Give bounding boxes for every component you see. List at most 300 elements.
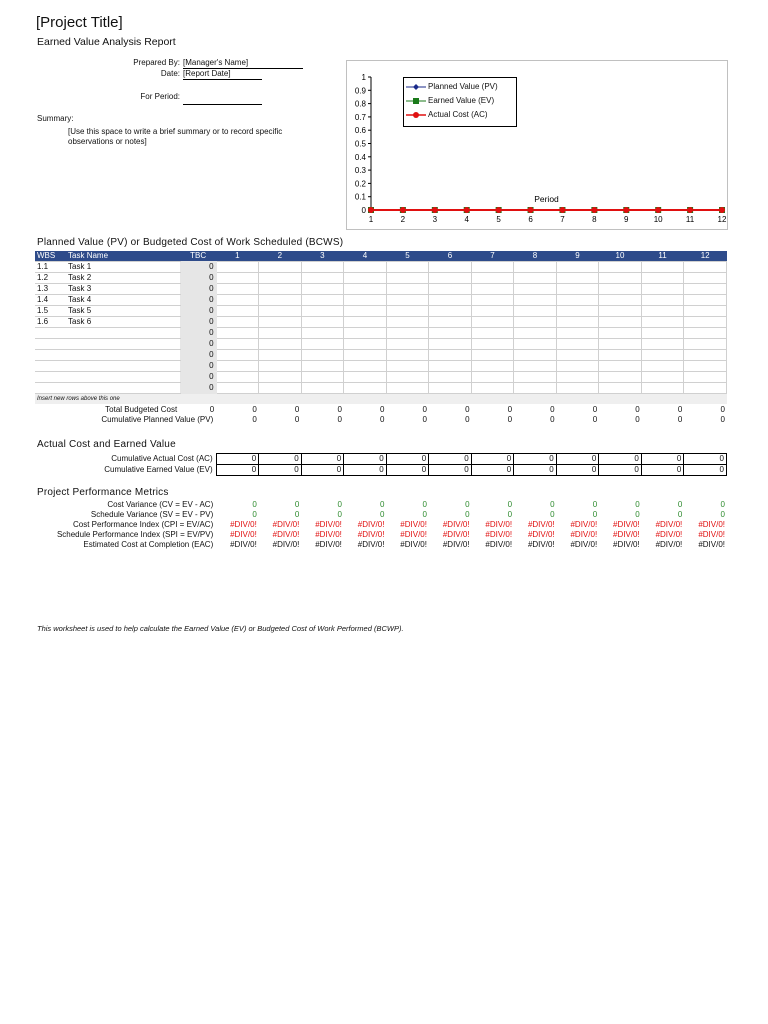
cumulative-pv-row xyxy=(35,415,727,425)
period-value-cell[interactable] xyxy=(641,328,684,339)
period-value-cell[interactable] xyxy=(344,295,387,306)
period-value-cell[interactable] xyxy=(344,262,387,273)
period-value-cell[interactable] xyxy=(429,372,472,383)
total-budgeted-cost-row xyxy=(35,405,727,415)
metric-value-cell: #DIV/0! xyxy=(315,530,342,539)
insert-rows-note-row xyxy=(35,394,727,405)
period-value-cell[interactable] xyxy=(386,328,429,339)
tbc-cell: 0 xyxy=(180,295,216,306)
period-value-cell[interactable] xyxy=(514,295,557,306)
pv-task-row xyxy=(35,339,727,350)
period-value-cell[interactable] xyxy=(684,339,727,350)
tbc-cell: 0 xyxy=(180,372,216,383)
pv-task-row xyxy=(35,295,727,306)
series-point-2 xyxy=(623,207,629,213)
total-tbc-cell: 0 xyxy=(209,405,215,414)
cumulative-ev-cell[interactable]: 0 xyxy=(429,465,472,476)
y-tick-label: 0 xyxy=(361,206,366,215)
metric-value-cell: 0 xyxy=(379,510,385,519)
period-value-cell[interactable] xyxy=(386,262,429,273)
period-value-cell[interactable] xyxy=(386,273,429,284)
wbs-cell[interactable]: 1.5 xyxy=(35,306,66,317)
period-value-cell[interactable] xyxy=(344,273,387,284)
task-name-cell[interactable]: Task 6 xyxy=(66,317,180,328)
metric-value-cell: #DIV/0! xyxy=(315,520,342,529)
task-name-cell[interactable]: Task 2 xyxy=(66,273,180,284)
metric-row xyxy=(35,530,727,540)
x-tick-label: 7 xyxy=(560,215,565,224)
period-value-cell[interactable] xyxy=(684,273,727,284)
cumulative-ac-cell[interactable]: 0 xyxy=(301,454,344,465)
period-value-cell[interactable] xyxy=(514,372,557,383)
total-period-cell: 0 xyxy=(422,405,427,414)
cumulative-ac-cell[interactable]: 0 xyxy=(599,454,642,465)
period-value-cell[interactable] xyxy=(386,383,429,394)
period-value-cell[interactable] xyxy=(259,284,302,295)
metric-row xyxy=(35,520,727,530)
period-value-cell[interactable] xyxy=(471,306,514,317)
period-value-cell[interactable] xyxy=(429,295,472,306)
period-value-cell[interactable] xyxy=(216,317,259,328)
x-tick-label: 3 xyxy=(432,215,438,224)
period-value-cell[interactable] xyxy=(216,295,259,306)
period-value-cell[interactable] xyxy=(599,383,642,394)
pv-task-row xyxy=(35,262,727,273)
period-value-cell[interactable] xyxy=(471,317,514,328)
period-value-cell[interactable] xyxy=(514,317,557,328)
series-point-2 xyxy=(719,207,725,213)
period-value-cell[interactable] xyxy=(556,273,599,284)
wbs-cell[interactable]: 1.1 xyxy=(35,262,66,273)
period-value-cell[interactable] xyxy=(301,328,344,339)
x-tick-label: 9 xyxy=(624,215,629,224)
period-value-cell[interactable] xyxy=(344,306,387,317)
task-name-cell[interactable]: Task 3 xyxy=(66,284,180,295)
cumulative-ac-cell[interactable]: 0 xyxy=(216,454,259,465)
wbs-cell[interactable] xyxy=(35,383,66,394)
period-value-cell[interactable] xyxy=(641,306,684,317)
cumulative-pv-cell: 0 xyxy=(252,415,257,424)
period-value-cell[interactable] xyxy=(514,284,557,295)
period-value-cell[interactable] xyxy=(429,317,472,328)
period-value-cell[interactable] xyxy=(556,339,599,350)
period-value-cell[interactable] xyxy=(684,328,727,339)
period-value-cell[interactable] xyxy=(216,273,259,284)
total-period-cell: 0 xyxy=(465,405,470,414)
task-name-cell[interactable]: Task 1 xyxy=(66,262,180,273)
task-name-cell[interactable]: Task 4 xyxy=(66,295,180,306)
period-value-cell[interactable] xyxy=(429,339,472,350)
period-value-cell[interactable] xyxy=(684,295,727,306)
metric-value-cell: 0 xyxy=(720,500,725,509)
period-value-cell[interactable] xyxy=(344,372,387,383)
period-value-cell[interactable] xyxy=(599,306,642,317)
period-value-cell[interactable] xyxy=(471,273,514,284)
cumulative-ev-cell[interactable]: 0 xyxy=(301,465,344,476)
metric-value-cell: #DIV/0! xyxy=(357,520,385,529)
period-value-cell[interactable] xyxy=(514,339,557,350)
wbs-cell[interactable] xyxy=(35,350,66,361)
period-value-cell[interactable] xyxy=(259,339,302,350)
period-value-cell[interactable] xyxy=(556,383,599,394)
cumulative-ac-cell[interactable]: 0 xyxy=(259,454,302,465)
period-value-cell[interactable] xyxy=(259,295,302,306)
wbs-cell[interactable]: 1.6 xyxy=(35,317,66,328)
period-value-cell[interactable] xyxy=(684,350,727,361)
tbc-cell: 0 xyxy=(180,328,216,339)
period-value-cell[interactable] xyxy=(514,350,557,361)
period-value-cell[interactable] xyxy=(684,284,727,295)
metric-value-cell: 0 xyxy=(465,510,470,519)
col-header-period: 12 xyxy=(684,251,727,262)
period-value-cell[interactable] xyxy=(301,372,344,383)
period-value-cell[interactable] xyxy=(599,339,642,350)
tbc-cell: 0 xyxy=(180,284,216,295)
metric-value-cell: #DIV/0! xyxy=(357,540,385,549)
total-period-cell: 0 xyxy=(507,405,513,414)
cumulative-ac-label: Cumulative Actual Cost (AC) xyxy=(111,454,213,463)
period-value-cell[interactable] xyxy=(344,317,387,328)
legend-label-ev: Earned Value (EV) xyxy=(428,96,495,105)
cumulative-ac-cell[interactable]: 0 xyxy=(344,454,387,465)
period-value-cell[interactable] xyxy=(514,273,557,284)
period-value-cell[interactable] xyxy=(556,284,599,295)
pv-task-row xyxy=(35,273,727,284)
period-value-cell[interactable] xyxy=(301,339,344,350)
pv-task-row xyxy=(35,328,727,339)
period-value-cell[interactable] xyxy=(684,372,727,383)
period-value-cell[interactable] xyxy=(471,339,514,350)
insert-rows-note: Insert new rows above this one xyxy=(35,394,727,405)
period-value-cell[interactable] xyxy=(429,361,472,372)
period-value-cell[interactable] xyxy=(641,339,684,350)
period-value-cell[interactable] xyxy=(599,328,642,339)
period-value-cell[interactable] xyxy=(684,383,727,394)
period-value-cell[interactable] xyxy=(386,361,429,372)
period-value-cell[interactable] xyxy=(259,361,302,372)
period-value-cell[interactable] xyxy=(471,262,514,273)
y-tick-label: 0.6 xyxy=(354,126,366,136)
wbs-cell[interactable]: 1.2 xyxy=(35,273,66,284)
period-value-cell[interactable] xyxy=(471,383,514,394)
period-value-cell[interactable] xyxy=(641,317,684,328)
col-header-period: 9 xyxy=(556,251,599,262)
period-value-cell[interactable] xyxy=(429,306,472,317)
period-value-cell[interactable] xyxy=(216,339,259,350)
period-value-cell[interactable] xyxy=(599,317,642,328)
period-value-cell[interactable] xyxy=(301,273,344,284)
y-tick-label: 0.9 xyxy=(354,86,366,96)
period-value-cell[interactable] xyxy=(259,306,302,317)
period-value-cell[interactable] xyxy=(216,284,259,295)
period-value-cell[interactable] xyxy=(344,350,387,361)
period-value-cell[interactable] xyxy=(684,262,727,273)
period-value-cell[interactable] xyxy=(471,295,514,306)
period-value-cell[interactable] xyxy=(429,284,472,295)
cumulative-pv-cell: 0 xyxy=(592,415,598,424)
wbs-cell[interactable]: 1.3 xyxy=(35,284,66,295)
period-value-cell[interactable] xyxy=(216,361,259,372)
col-header-period: 11 xyxy=(641,251,684,262)
report-subtitle: Earned Value Analysis Report xyxy=(37,36,176,48)
wbs-cell[interactable] xyxy=(35,339,66,350)
period-value-cell[interactable] xyxy=(514,383,557,394)
period-value-cell[interactable] xyxy=(216,372,259,383)
wbs-cell[interactable] xyxy=(35,372,66,383)
period-value-cell[interactable] xyxy=(471,372,514,383)
y-tick-label: 0.5 xyxy=(354,139,366,149)
cumulative-ev-cell[interactable]: 0 xyxy=(599,465,642,476)
task-name-cell[interactable]: Task 5 xyxy=(66,306,180,317)
period-value-cell[interactable] xyxy=(556,372,599,383)
period-value-cell[interactable] xyxy=(641,372,684,383)
period-value-cell[interactable] xyxy=(259,317,302,328)
period-value-cell[interactable] xyxy=(599,372,642,383)
legend-item-ac xyxy=(404,108,516,122)
col-header-period: 7 xyxy=(471,251,514,262)
col-header-period: 8 xyxy=(514,251,557,262)
wbs-cell[interactable] xyxy=(35,328,66,339)
cumulative-ac-cell[interactable]: 0 xyxy=(386,454,429,465)
period-value-cell[interactable] xyxy=(556,317,599,328)
period-value-cell[interactable] xyxy=(556,295,599,306)
period-value-cell[interactable] xyxy=(429,273,472,284)
cumulative-pv-label: Cumulative Planned Value (PV) xyxy=(101,415,214,424)
period-value-cell[interactable] xyxy=(471,361,514,372)
task-name-cell[interactable] xyxy=(66,350,180,361)
metrics-table xyxy=(35,500,727,550)
legend-item-pv xyxy=(404,80,516,94)
period-value-cell[interactable] xyxy=(386,372,429,383)
y-tick-label: 0.4 xyxy=(354,152,366,162)
period-value-cell[interactable] xyxy=(301,295,344,306)
metric-row xyxy=(35,500,727,510)
pv-task-row xyxy=(35,361,727,372)
metric-value-cell: 0 xyxy=(379,500,385,509)
pv-header-row xyxy=(35,251,727,262)
period-value-cell[interactable] xyxy=(429,350,472,361)
metric-value-cell: #DIV/0! xyxy=(485,540,513,549)
period-value-cell[interactable] xyxy=(386,295,429,306)
period-value-cell[interactable] xyxy=(471,350,514,361)
ev-legend-marker-icon xyxy=(404,96,428,106)
metric-value-cell: #DIV/0! xyxy=(655,520,683,529)
period-value-cell[interactable] xyxy=(641,262,684,273)
period-value-cell[interactable] xyxy=(599,284,642,295)
period-value-cell[interactable] xyxy=(429,328,472,339)
period-value-cell[interactable] xyxy=(259,262,302,273)
wbs-cell[interactable] xyxy=(35,361,66,372)
period-value-cell[interactable] xyxy=(259,273,302,284)
col-header-period: 3 xyxy=(301,251,344,262)
date-field[interactable]: [Report Date] xyxy=(183,69,262,80)
cumulative-ev-cell[interactable]: 0 xyxy=(344,465,387,476)
earned-value-chart xyxy=(346,60,728,230)
cumulative-ac-cell[interactable]: 0 xyxy=(641,454,684,465)
cumulative-ev-cell[interactable]: 0 xyxy=(259,465,302,476)
summary-label: Summary: xyxy=(37,114,74,123)
metric-label: Schedule Variance (SV = EV - PV) xyxy=(90,510,214,519)
period-value-cell[interactable] xyxy=(599,361,642,372)
cumulative-ac-cell[interactable]: 0 xyxy=(684,454,727,465)
period-value-cell[interactable] xyxy=(259,372,302,383)
total-period-cell: 0 xyxy=(550,405,555,414)
period-value-cell[interactable] xyxy=(684,306,727,317)
period-value-cell[interactable] xyxy=(386,317,429,328)
cumulative-ev-cell[interactable]: 0 xyxy=(386,465,429,476)
period-value-cell[interactable] xyxy=(259,383,302,394)
period-value-cell[interactable] xyxy=(386,284,429,295)
cumulative-ac-cell[interactable]: 0 xyxy=(556,454,599,465)
cumulative-ev-cell[interactable]: 0 xyxy=(471,465,514,476)
period-value-cell[interactable] xyxy=(429,383,472,394)
period-value-cell[interactable] xyxy=(216,328,259,339)
x-tick-label: 1 xyxy=(368,215,374,224)
period-value-cell[interactable] xyxy=(344,361,387,372)
metric-value-cell: #DIV/0! xyxy=(272,540,300,549)
tbc-cell: 0 xyxy=(180,350,216,361)
for-period-field[interactable] xyxy=(183,94,262,105)
period-value-cell[interactable] xyxy=(344,339,387,350)
x-tick-label: 6 xyxy=(528,215,533,224)
period-value-cell[interactable] xyxy=(641,350,684,361)
pv-task-row xyxy=(35,372,727,383)
period-value-cell[interactable] xyxy=(386,339,429,350)
project-title: [Project Title] xyxy=(36,14,123,31)
period-value-cell[interactable] xyxy=(556,262,599,273)
cumulative-ac-cell[interactable]: 0 xyxy=(471,454,514,465)
period-value-cell[interactable] xyxy=(471,284,514,295)
period-value-cell[interactable] xyxy=(216,306,259,317)
period-value-cell[interactable] xyxy=(556,328,599,339)
cumulative-ev-cell[interactable]: 0 xyxy=(514,465,557,476)
metric-value-cell: #DIV/0! xyxy=(527,520,555,529)
metric-value-cell: 0 xyxy=(252,500,257,509)
period-value-cell[interactable] xyxy=(556,361,599,372)
period-value-cell[interactable] xyxy=(344,328,387,339)
period-value-cell[interactable] xyxy=(471,328,514,339)
cumulative-ac-cell[interactable]: 0 xyxy=(514,454,557,465)
metric-value-cell: 0 xyxy=(294,510,300,519)
cumulative-ev-cell[interactable]: 0 xyxy=(684,465,727,476)
col-header-period: 6 xyxy=(429,251,472,262)
period-value-cell[interactable] xyxy=(599,295,642,306)
x-tick-label: 4 xyxy=(464,215,469,224)
period-value-cell[interactable] xyxy=(514,306,557,317)
period-value-cell[interactable] xyxy=(386,306,429,317)
period-value-cell[interactable] xyxy=(386,350,429,361)
period-value-cell[interactable] xyxy=(599,273,642,284)
period-value-cell[interactable] xyxy=(556,306,599,317)
period-value-cell[interactable] xyxy=(556,350,599,361)
metric-value-cell: #DIV/0! xyxy=(655,530,683,539)
period-value-cell[interactable] xyxy=(514,361,557,372)
metric-value-cell: #DIV/0! xyxy=(315,540,342,549)
period-value-cell[interactable] xyxy=(259,328,302,339)
period-value-cell[interactable] xyxy=(259,350,302,361)
x-axis-label: Period xyxy=(534,194,559,204)
period-value-cell[interactable] xyxy=(641,383,684,394)
metric-value-cell: #DIV/0! xyxy=(400,540,427,549)
period-value-cell[interactable] xyxy=(429,262,472,273)
metric-value-cell: #DIV/0! xyxy=(698,540,725,549)
period-value-cell[interactable] xyxy=(641,361,684,372)
task-name-cell[interactable] xyxy=(66,383,180,394)
col-header-period: 10 xyxy=(599,251,642,262)
summary-text[interactable]: [Use this space to write a brief summary or to record specific observations or notes] xyxy=(68,127,283,146)
period-value-cell[interactable] xyxy=(641,295,684,306)
period-value-cell[interactable] xyxy=(684,317,727,328)
metric-value-cell: #DIV/0! xyxy=(230,520,257,529)
metric-value-cell: #DIV/0! xyxy=(230,530,257,539)
y-tick-label: 0.8 xyxy=(354,99,366,109)
period-value-cell[interactable] xyxy=(344,383,387,394)
cumulative-pv-cell: 0 xyxy=(635,415,640,424)
period-value-cell[interactable] xyxy=(301,383,344,394)
footer-note: This worksheet is used to help calculate the Earned Value (EV) or Budgeted Cost of Work Performed (BCWP). xyxy=(37,624,404,633)
metric-value-cell: #DIV/0! xyxy=(613,540,640,549)
x-tick-label: 2 xyxy=(400,215,406,224)
metric-value-cell: #DIV/0! xyxy=(570,530,598,539)
period-value-cell[interactable] xyxy=(641,273,684,284)
cumulative-ev-cell[interactable]: 0 xyxy=(556,465,599,476)
total-period-cell: 0 xyxy=(635,405,640,414)
metric-value-cell: #DIV/0! xyxy=(272,530,300,539)
date-label: Date: xyxy=(160,69,180,78)
period-value-cell[interactable] xyxy=(216,383,259,394)
period-value-cell[interactable] xyxy=(514,328,557,339)
period-value-cell[interactable] xyxy=(514,262,557,273)
task-name-cell[interactable] xyxy=(66,339,180,350)
metric-value-cell: #DIV/0! xyxy=(698,520,725,529)
period-value-cell[interactable] xyxy=(301,306,344,317)
metric-value-cell: 0 xyxy=(422,510,427,519)
series-point-2 xyxy=(687,207,693,213)
cumulative-ev-cell[interactable]: 0 xyxy=(216,465,259,476)
period-value-cell[interactable] xyxy=(216,350,259,361)
wbs-cell[interactable]: 1.4 xyxy=(35,295,66,306)
period-value-cell[interactable] xyxy=(684,361,727,372)
period-value-cell[interactable] xyxy=(216,262,259,273)
metric-value-cell: #DIV/0! xyxy=(485,530,513,539)
period-value-cell[interactable] xyxy=(301,361,344,372)
task-name-cell[interactable] xyxy=(66,372,180,383)
tbc-cell: 0 xyxy=(180,339,216,350)
cumulative-pv-cell: 0 xyxy=(720,415,725,424)
period-value-cell[interactable] xyxy=(641,284,684,295)
period-value-cell[interactable] xyxy=(301,317,344,328)
series-point-2 xyxy=(432,207,438,213)
cumulative-ac-cell[interactable]: 0 xyxy=(429,454,472,465)
series-point-2 xyxy=(368,207,374,213)
x-tick-label: 8 xyxy=(592,215,597,224)
task-name-cell[interactable] xyxy=(66,361,180,372)
period-value-cell[interactable] xyxy=(301,350,344,361)
task-name-cell[interactable] xyxy=(66,328,180,339)
pv-table xyxy=(35,251,727,404)
period-value-cell[interactable] xyxy=(301,262,344,273)
period-value-cell[interactable] xyxy=(301,284,344,295)
metrics-section-title: Project Performance Metrics xyxy=(37,487,169,498)
cumulative-ev-cell[interactable]: 0 xyxy=(641,465,684,476)
metric-value-cell: #DIV/0! xyxy=(357,530,385,539)
period-value-cell[interactable] xyxy=(599,350,642,361)
period-value-cell[interactable] xyxy=(344,284,387,295)
total-period-cell: 0 xyxy=(592,405,598,414)
period-value-cell[interactable] xyxy=(599,262,642,273)
prepared-by-field[interactable]: [Manager's Name] xyxy=(183,58,303,69)
y-tick-label: 0.2 xyxy=(354,179,366,189)
